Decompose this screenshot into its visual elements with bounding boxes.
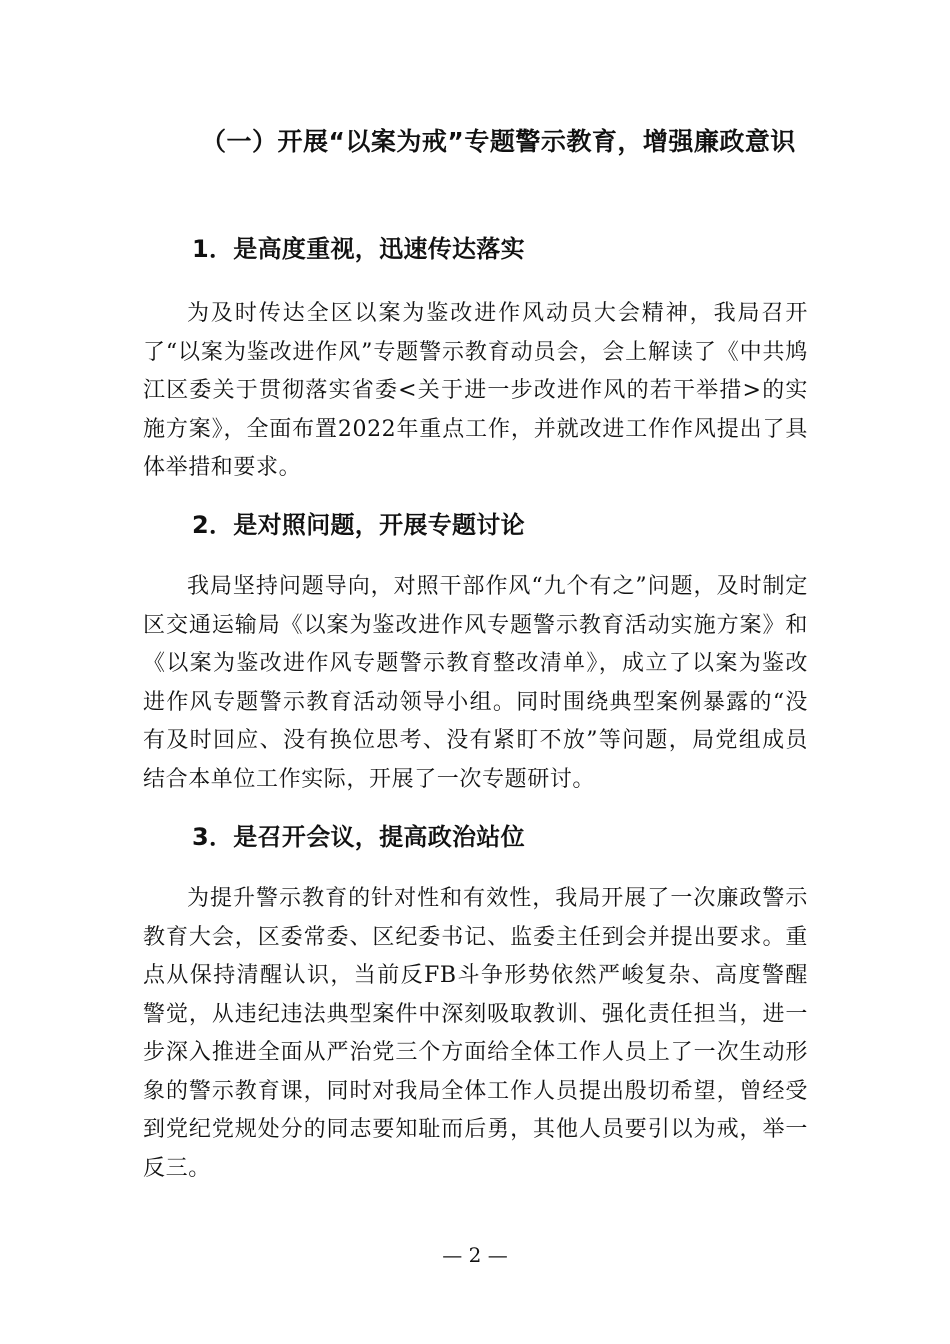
paragraph-3: 为提升警示教育的针对性和有效性，我局开展了一次廉政警示教育大会，区委常委、区纪委书记、监委主任到会并提出要求。重点从保持清醒认识，当前反FB斗争形势依然严峻复杂、高度警醒警觉，从违纪违法典型案件中深刻吸取教训、强化责任担当，进一步深入推进全面从严治党三个方面给全体工作人员上了一次生动形象的警示教育课，同时对我局全体工作人员提出殷切希望，曾经受到党纪党规处分的同志要知耻而后勇，其他人员要引以为戒，举一反三。 bbox=[143, 886, 808, 1181]
sub-heading-1: 1．是高度重视，迅速传达落实 bbox=[192, 235, 525, 263]
paragraph-2: 我局坚持问题导向，对照干部作风“九个有之”问题，及时制定区交通运输局《以案为鉴改进作风专题警示教育活动实施方案》和《以案为鉴改进作风专题警示教育整改清单》，成立了以案为鉴改进作风专题警示教育活动领导小组。同时围绕典型案例暴露的“没有及时回应、没有换位思考、没有紧盯不放”等问题，局党组成员结合本单位工作实际，开展了一次专题研讨。 bbox=[143, 574, 808, 792]
sub-heading-2: 2．是对照问题，开展专题讨论 bbox=[192, 511, 525, 539]
section-title: （一）开展“以案为戒”专题警示教育，增强廉政意识 bbox=[201, 127, 796, 156]
sub-heading-3: 3．是召开会议，提高政治站位 bbox=[192, 823, 525, 851]
page-number: — 2 — bbox=[442, 1243, 508, 1267]
paragraph-1: 为及时传达全区以案为鉴改进作风动员大会精神，我局召开了“以案为鉴改进作风”专题警示教育动员会，会上解读了《中共鸠江区委关于贯彻落实省委<关于进一步改进作风的若干举措>的实施方案》，全面布置2022年重点工作，并就改进工作作风提出了具体举措和要求。 bbox=[143, 301, 808, 480]
